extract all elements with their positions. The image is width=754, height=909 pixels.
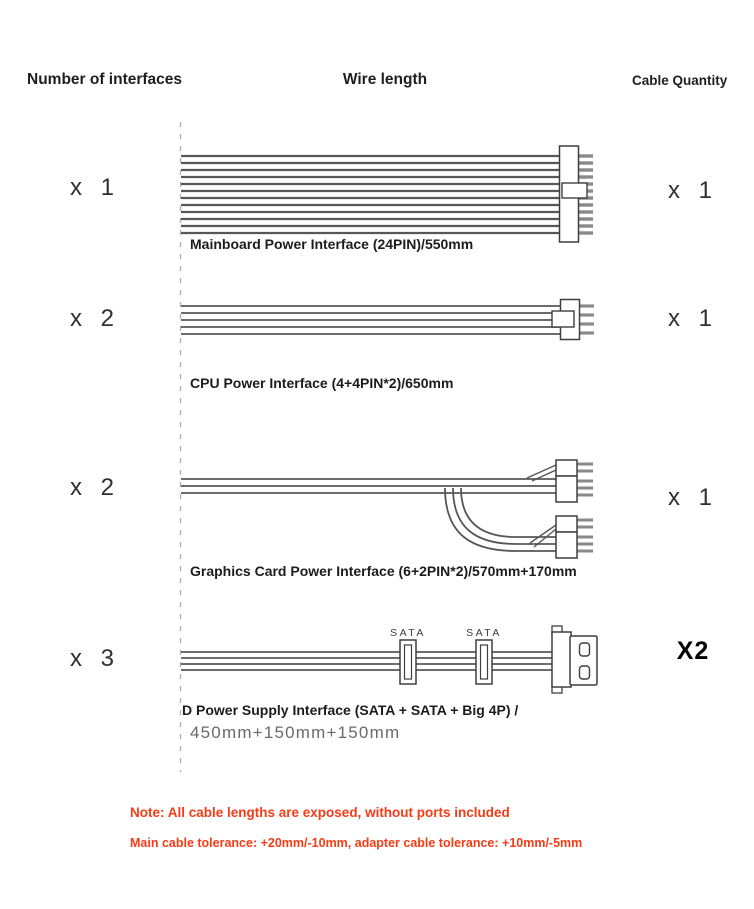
big-4p-connector [552,626,597,693]
sata-tag-2: SATA [466,627,502,639]
row3-cable-quantity: x 1 [667,484,718,511]
gpu-connector-pins [577,464,593,551]
note-line-1: Note: All cable lengths are exposed, without ports included [130,805,510,820]
column-header-cable-quantity: Cable Quantity [632,73,728,88]
note-line-2: Main cable tolerance: +20mm/-10mm, adapter cable tolerance: +10mm/-5mm [130,836,583,850]
cpu-connector-pins [580,306,595,333]
row2-interface-count: x 2 [69,305,120,332]
row2-cable-label: CPU Power Interface (4+4PIN*2)/650mm [190,375,454,391]
row1-interface-count: x 1 [69,174,120,201]
24pin-cable-icon [181,146,593,242]
row4-interface-count: x 3 [69,645,120,672]
row4-cable-length: 450mm+150mm+150mm [190,723,401,742]
row4-cable-quantity: X2 [676,637,710,665]
row4-cable-label: D Power Supply Interface (SATA + SATA + Big 4P) / [182,702,519,718]
sata-tag-1: SATA [390,627,426,639]
row1-cable-quantity: x 1 [667,177,718,204]
row1-cable-label: Mainboard Power Interface (24PIN)/550mm [190,236,474,252]
gpu-connector-bodies [556,460,577,558]
row2-cable-quantity: x 1 [667,305,718,332]
column-header-wire-length: Wire length [342,71,428,88]
row3-cable-label: Graphics Card Power Interface (6+2PIN*2)/570mm+170mm [190,563,577,579]
row3-interface-count: x 2 [69,474,120,501]
sata-connector-1 [400,640,416,684]
column-header-interfaces: Number of interfaces [27,71,183,88]
gpu-cable-icon [181,460,593,558]
cpu-cable-icon [181,300,594,340]
sata-connector-2 [476,640,492,684]
